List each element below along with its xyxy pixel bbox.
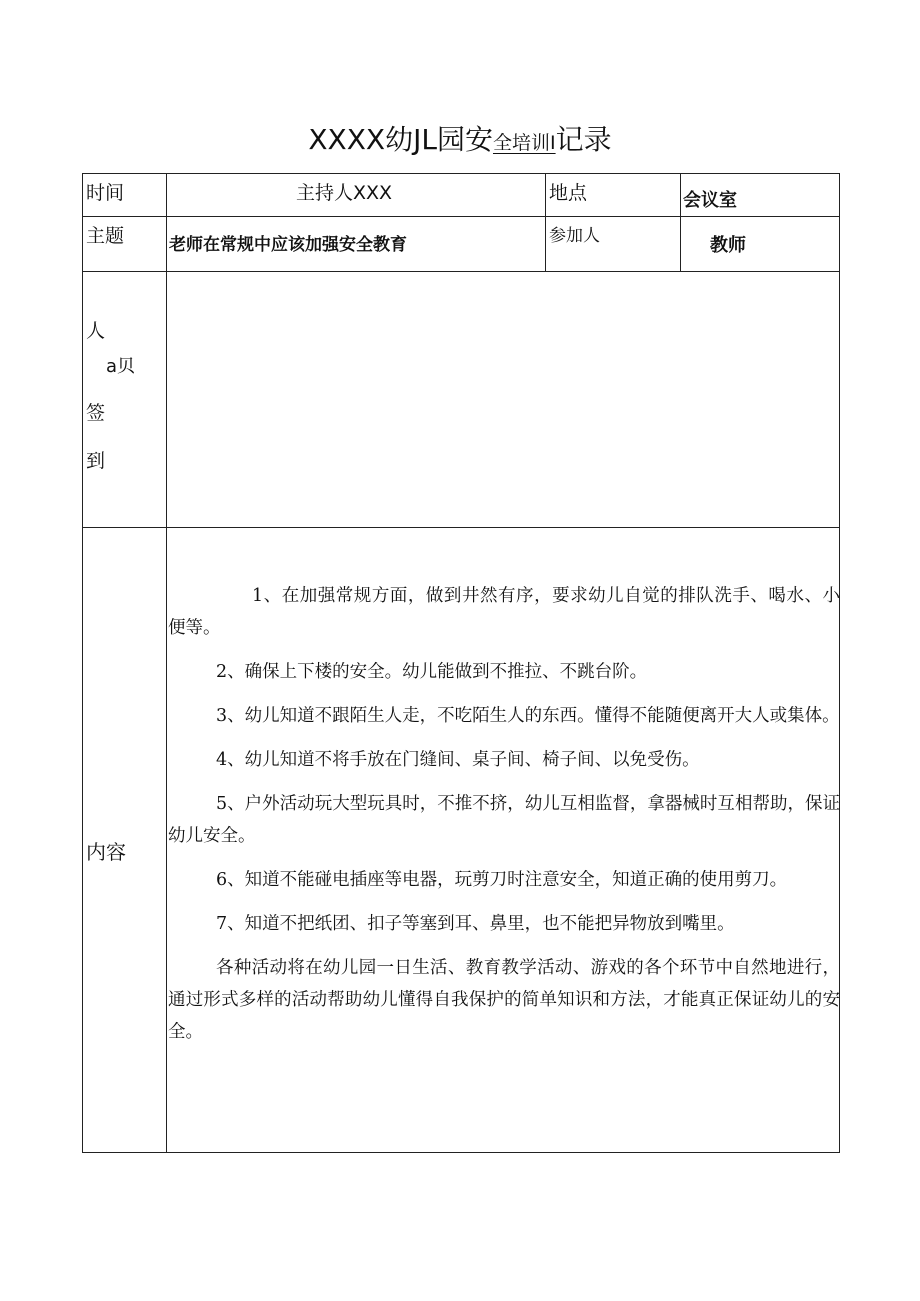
title-part-3: 全培训I — [492, 132, 556, 154]
topic-value: 老师在常规中应该加强安全教育 — [169, 235, 407, 255]
table-column-divider — [166, 173, 167, 1153]
participants-value: 教师 — [710, 235, 746, 256]
content-paragraph: 1、在加强常规方面，做到井然有序，要求幼儿自觉的排队洗手、喝水、小便等。 — [168, 586, 840, 638]
table-row-divider — [82, 527, 840, 528]
content-body — [168, 580, 840, 1060]
content-label: 内容 — [86, 840, 126, 864]
host-value: 主持人XXX — [296, 182, 393, 204]
table-border-top — [82, 173, 840, 174]
table-column-divider — [545, 173, 546, 272]
content-paragraph: 6、知道不能碰电插座等电器，玩剪刀时注意安全，知道正确的使用剪刀。 — [216, 870, 788, 890]
table-border-bottom — [82, 1152, 840, 1153]
content-paragraph: 5、户外活动玩大型玩具时，不推不挤，幼儿互相监督，拿器械时互相帮助，保证幼儿安全。 — [168, 794, 840, 846]
participants-label: 参加人 — [549, 226, 600, 246]
table-border-left — [82, 173, 83, 1153]
signin-label-line1: 人 — [86, 320, 106, 342]
title-part-1: XXXX幼JL园 — [308, 123, 465, 156]
content-paragraph: 2、确保上下楼的安全。幼儿能做到不推拉、不跳台阶。 — [216, 662, 648, 682]
location-label: 地点 — [549, 182, 588, 204]
location-value: 会议室 — [683, 190, 737, 211]
topic-label: 主题 — [86, 225, 125, 247]
content-paragraph: 4、幼儿知道不将手放在门缝间、桌子间、椅子间、以免受伤。 — [216, 750, 700, 770]
content-paragraph: 3、幼儿知道不跟陌生人走，不吃陌生人的东西。懂得不能随便离开大人或集体。 — [216, 706, 840, 726]
content-paragraph: 7、知道不把纸团、扣子等塞到耳、鼻里，也不能把异物放到嘴里。 — [216, 914, 735, 934]
table-column-divider — [680, 173, 681, 272]
signin-label-line3: 签 — [86, 402, 106, 424]
table-row-divider — [82, 216, 840, 217]
signin-label-line4: 到 — [86, 450, 106, 472]
signin-label-line2: a贝 — [106, 356, 136, 377]
title-part-2: 安 — [464, 123, 493, 156]
table-row-divider — [82, 271, 840, 272]
content-paragraph: 各种活动将在幼儿园一日生活、教育教学活动、游戏的各个环节中自然地进行，通过形式多样的活动帮助幼儿懂得自我保护的简单知识和方法，才能真正保证幼儿的安全。 — [168, 958, 840, 1042]
title-part-4: 记录 — [555, 123, 612, 156]
time-label: 时间 — [86, 182, 125, 204]
